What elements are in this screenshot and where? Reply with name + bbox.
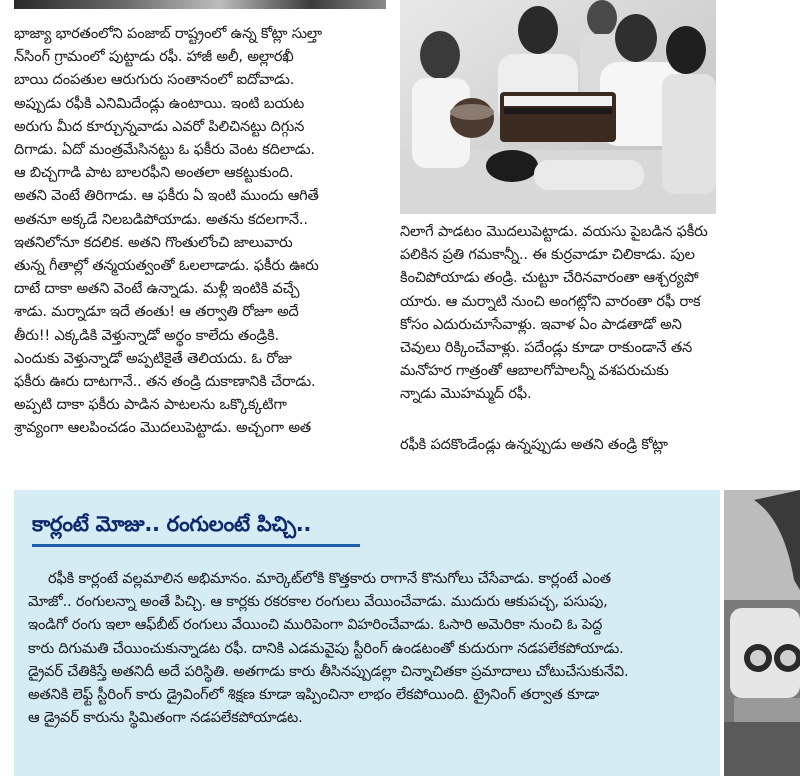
text-line: న్నాడు మొహమ్మద్ రఫీ. — [400, 385, 532, 403]
text-line: అతనికి లెఫ్ట్ స్టీరింగ్ కారు డ్రైవింగ్‌లో శిక్షణ కూడా ఇప్పించినా లాభం లేకపోయింది. ట్రైనింగ్ తర్వాత కూడా — [28, 686, 600, 704]
text-line: ఎందుకు వెళ్తున్నాడో అప్పటికైతే తెలియదు. ఓ రోజు — [14, 349, 292, 367]
text-line: న్‌సింగ్ గ్రామంలో పుట్టాడు రఫీ. హాజీ అలీ, అల్లారఖీ — [14, 48, 294, 66]
heading-underline — [32, 544, 360, 547]
article-right-column — [400, 220, 718, 456]
text-line: డ్రైవర్ చేతికిస్తే అతనిదీ అదే పరిస్థితి. అతగాడు కారు తీసినప్పుడల్లా చిన్నాచితకా ప్రమాదాలు చోటుచేసుకునేవి. — [28, 662, 629, 680]
text-line: ఫకీరు ఊరు దాటగానే.. తన తండ్రి దుకాణానికి చేరాడు. — [14, 373, 316, 391]
text-line: అప్పటి దాకా ఫకీరు పాడిన పాటలను ఒక్కొక్కటిగా — [14, 396, 287, 414]
text-line: రఫీకి పదకొండేండ్లు ఉన్నప్పుడు అతని తండ్రి కోట్లా — [400, 435, 668, 453]
text-line: ఆ డ్రైవర్ కారును స్థిమితంగా నడపలేకపోయాడట. — [28, 709, 303, 727]
text-line: అప్పుడు రఫీకి ఎనిమిదేండ్లు ఉంటాయి. ఇంటి బయట — [14, 94, 305, 112]
text-line: నిలాగే పాడటం మొదలుపెట్టాడు. వయసు పైబడిన ఫకీరు — [400, 223, 708, 240]
right-column-paragraph-1 — [400, 220, 718, 406]
text-line: ఇతనిలోనూ కదలిక. అతని గొంతులోంచి జాలువారు — [14, 233, 293, 251]
text-line: తున్న గీతాల్లో తన్మయత్వంతో ఓలలాడాడు. ఫకీరు ఊరు — [14, 257, 319, 275]
text-line: తీరు!! ఎక్కడికి వెళ్తున్నాడో అర్థం కాలేదు తండ్రికి. — [14, 326, 279, 344]
text-line: దాటే దాకా అతని వెంటే ఉన్నాడు. మళ్లీ ఇంటికి వచ్చే — [14, 280, 300, 298]
text-line: మనోహర గాత్రంతో ఆబాలగోపాలన్నీ వశపరుచుకు — [400, 362, 669, 380]
text-line: బాయి దంపతుల ఆరుగురు సంతానంలో ఐదోవాడు. — [14, 71, 295, 89]
sidebar-box-heading: కార్లంటే మోజు.. రంగులంటే పిచ్చి.. — [32, 512, 312, 536]
text-line: యారు. ఆ మర్నాటి నుంచి అంగట్లోని వారంతా రఫీ రాక — [400, 292, 701, 310]
text-line: అతనూ అక్కడే నిలబడిపోయాడు. అతను కదలగానే.. — [14, 210, 308, 228]
text-line: కించిపోయాడు తండ్రి. చుట్టూ చేరినవారంతా ఆశ్చర్యపో — [400, 269, 699, 287]
text-line: కోసం ఎదురుచూసేవాళ్లు. ఇవాళ ఏం పాడతాడో అని — [400, 315, 682, 333]
text-line: ఇండిగో రంగు ఇలా ఆఫ్‌బీట్ రంగులు వేయించి మురిపెంగా విహరించేవాడు. ఓసారి అమెరికా నుంచి ఓ పెద్ద — [28, 616, 603, 634]
text-line: మోజో.. రంగులన్నా అంతే పిచ్చి. ఆ కార్లకు రకరకాల రంగులు వేయించేవాడు. ముదురు ఆకుపచ్చ, పసుపు, — [28, 593, 608, 611]
harmonium-session-photo — [400, 0, 716, 214]
text-line: శ్రావ్యంగా ఆలపించడం మొదలుపెట్టాడు. అచ్చంగా అత — [14, 419, 311, 437]
text-line: చెవులు రిక్కించేవాళ్లు. పదేండ్లు కూడా రాకుండానే తన — [400, 339, 693, 357]
text-line: కారు దిగుమతి చేయించుకున్నాడట రఫీ. దానికి ఎడమవైపు స్టీరింగ్ ఉండటంతో కుదురుగా నడపలేకపోయాడు. — [28, 639, 624, 657]
text-line: అరుగు మీద కూర్చున్నవాడు ఎవరో పిలిచినట్టు దిగ్గున — [14, 117, 305, 135]
article-left-column — [14, 22, 386, 440]
sidebar-box-body — [28, 567, 710, 729]
sidebar-box-cars — [14, 490, 720, 776]
text-line: దిగాడు. ఏదో మంత్రమేసినట్టు ఓ ఫకీరు వెంట కదిలాడు. — [14, 141, 315, 159]
top-photo-strip — [14, 0, 386, 9]
car-illustration — [724, 490, 800, 776]
photo-illustration — [400, 0, 716, 214]
text-line: శాడు. మర్నాడూ ఇదే తంతు! ఆ తర్వాతి రోజూ అదే — [14, 303, 299, 321]
text-line: పలికిన ప్రతి గమకాన్నీ.. ఈ కుర్రవాడూ చిలికాడు. పుల — [400, 246, 695, 264]
text-line: రఫీకి కార్లంటే వల్లమాలిన అభిమానం. మార్కెట్‌లోకి కొత్తకారు రాగానే కొనుగోలు చేసేవాడు. కార్లంటే ఎంత — [48, 570, 611, 587]
text-line: అతని వెంటే తిరిగాడు. ఆ ఫకీరు ఏ ఇంటి ముందు ఆగితే — [14, 187, 319, 205]
car-photo — [724, 490, 800, 776]
text-line: భాజ్యా భారతంలోని పంజాబ్ రాష్ట్రంలో ఉన్న కోట్లా సుల్తా — [14, 25, 322, 42]
right-column-paragraph-2 — [400, 433, 718, 456]
text-line: ఆ బిచ్చగాడి పాట బాలరఫీని అంతలా ఆకట్టుకుంది. — [14, 164, 294, 182]
